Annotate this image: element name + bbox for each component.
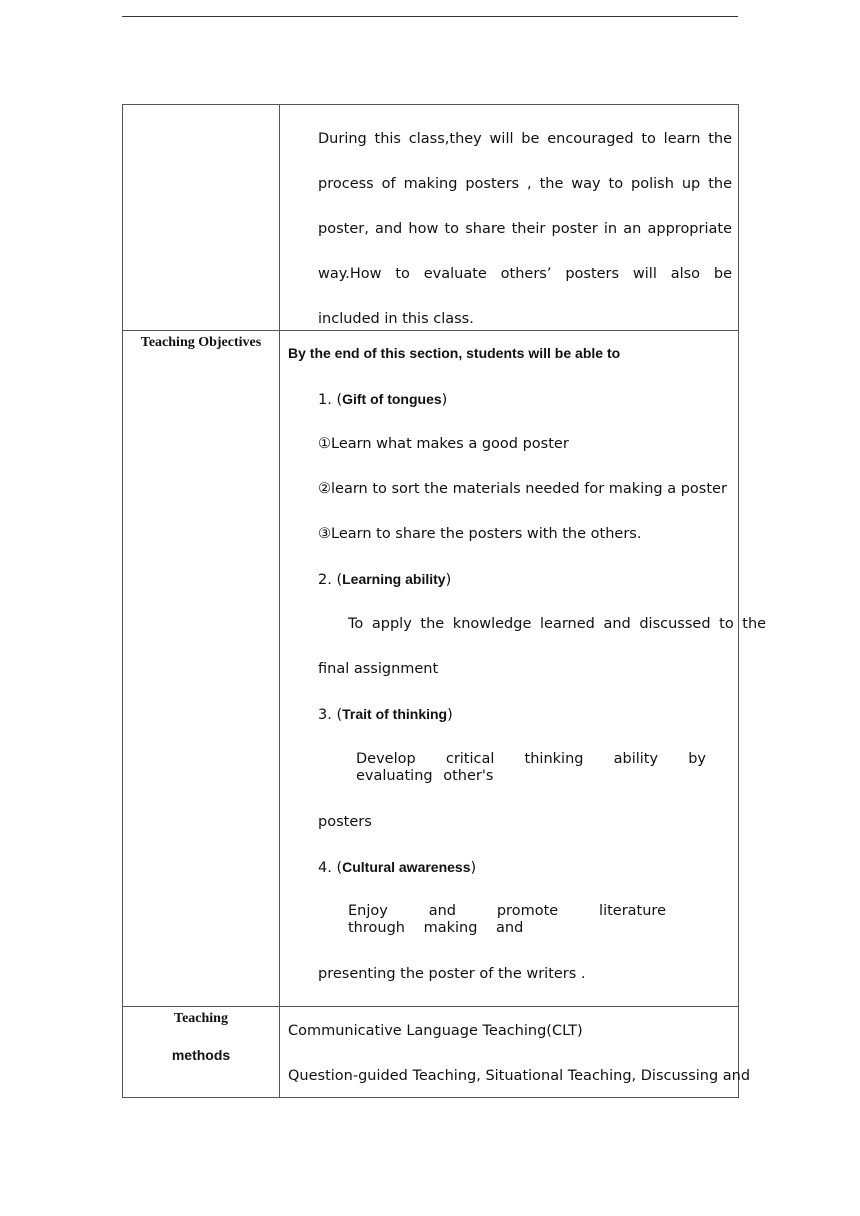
table-row: [123, 105, 739, 331]
methods-label-cell: [123, 1007, 280, 1098]
objectives-lead: By the end of this section, students will be able to: [288, 345, 621, 361]
objective-1-heading: [318, 391, 447, 408]
objective-4-suffix: ): [470, 860, 477, 876]
objective-1b: ②learn to sort the materials needed for making a poster: [318, 481, 727, 497]
intro-paragraph: During this class,they will be encouraged to learn the process of making posters , the way to polish up the poster, and how to share their poster in an appropriate way.How to evaluate others’ posters will also be included in this class.: [318, 131, 732, 327]
objective-1-prefix: 1. (: [318, 392, 343, 408]
objectives-label: Teaching Objectives: [140, 335, 262, 350]
table-row: [123, 331, 739, 1007]
objective-4-line1: Enjoy and promote literature through making and: [348, 903, 666, 936]
objective-2-suffix: ): [445, 572, 452, 588]
objective-3-heading: [318, 706, 453, 723]
objectives-label-cell: [123, 331, 280, 1007]
objective-2-title: Learning ability: [342, 571, 446, 587]
lesson-plan-table: [122, 104, 767, 1098]
methods-line2: Question-guided Teaching, Situational Teaching, Discussing and: [288, 1068, 751, 1084]
intro-cell: [280, 105, 739, 331]
objective-2-heading: [318, 571, 451, 588]
methods-line1: Communicative Language Teaching(CLT): [288, 1023, 583, 1039]
methods-label-line2: methods: [171, 1047, 231, 1063]
objective-2-line2: final assignment: [318, 661, 439, 677]
objective-3-suffix: ): [447, 707, 453, 723]
objective-4-title: Cultural awareness: [342, 859, 471, 875]
objectives-cell: [280, 331, 767, 1007]
objective-3-title: Trait of thinking: [342, 706, 448, 722]
objective-4-prefix: 4. (: [318, 860, 343, 876]
objective-2-prefix: 2. (: [318, 572, 343, 588]
header-rule: [122, 16, 738, 17]
methods-cell: [280, 1007, 751, 1098]
objective-4-heading: [318, 859, 476, 876]
objective-1c: ③Learn to share the posters with the others.: [318, 526, 642, 542]
objective-3-line2: posters: [318, 814, 372, 830]
empty-label-cell: [123, 105, 280, 331]
table-row: [123, 1007, 739, 1098]
objective-1-title: Gift of tongues: [342, 391, 442, 407]
objective-3-prefix: 3. (: [318, 707, 343, 723]
objective-2-line1: To apply the knowledge learned and discussed to the: [348, 616, 767, 632]
objective-1-suffix: ): [441, 392, 448, 408]
objective-4-line2: presenting the poster of the writers .: [318, 966, 586, 982]
methods-label-line1: Teaching: [174, 1011, 228, 1026]
objective-3-line1: Develop critical thinking ability by evaluating other's: [356, 751, 706, 784]
objective-1a: ①Learn what makes a good poster: [318, 436, 569, 452]
